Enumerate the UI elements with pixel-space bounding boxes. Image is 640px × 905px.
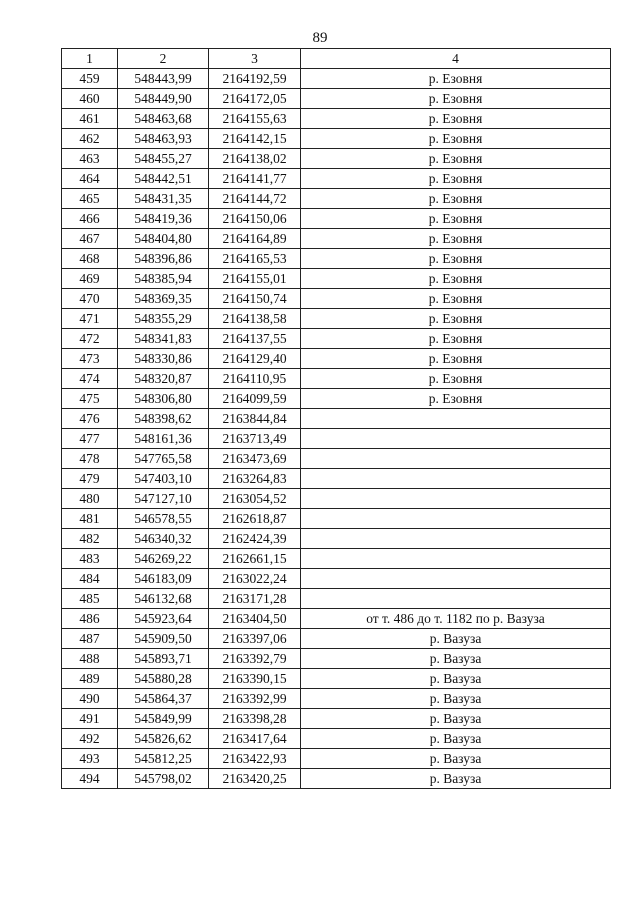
y-coordinate-cell: 2163264,83 (209, 469, 301, 489)
table-row (62, 269, 611, 289)
point-number-cell: 467 (62, 229, 118, 249)
table-row (62, 689, 611, 709)
point-number-cell: 477 (62, 429, 118, 449)
table-row (62, 649, 611, 669)
description-cell (301, 489, 611, 509)
y-coordinate-cell: 2164172,05 (209, 89, 301, 109)
point-number-cell: 473 (62, 349, 118, 369)
x-coordinate-cell: 546340,32 (118, 529, 209, 549)
x-coordinate-cell: 548443,99 (118, 69, 209, 89)
y-coordinate-cell: 2163392,99 (209, 689, 301, 709)
point-number-cell: 466 (62, 209, 118, 229)
description-cell: р. Вазуза (301, 769, 611, 789)
table-row (62, 149, 611, 169)
point-number-cell: 463 (62, 149, 118, 169)
y-coordinate-cell: 2163473,69 (209, 449, 301, 469)
y-coordinate-cell: 2163171,28 (209, 589, 301, 609)
x-coordinate-cell: 548355,29 (118, 309, 209, 329)
description-cell: р. Езовня (301, 249, 611, 269)
description-cell: р. Езовня (301, 329, 611, 349)
table-row (62, 729, 611, 749)
y-coordinate-cell: 2163054,52 (209, 489, 301, 509)
point-number-cell: 468 (62, 249, 118, 269)
x-coordinate-cell: 545909,50 (118, 629, 209, 649)
x-coordinate-cell: 548404,80 (118, 229, 209, 249)
table-row (62, 669, 611, 689)
point-number-cell: 491 (62, 709, 118, 729)
y-coordinate-cell: 2163713,49 (209, 429, 301, 449)
description-cell: р. Езовня (301, 149, 611, 169)
table-row (62, 609, 611, 629)
table-row (62, 589, 611, 609)
y-coordinate-cell: 2163417,64 (209, 729, 301, 749)
x-coordinate-cell: 548369,35 (118, 289, 209, 309)
point-number-cell: 494 (62, 769, 118, 789)
point-number-cell: 492 (62, 729, 118, 749)
x-coordinate-cell: 548463,93 (118, 129, 209, 149)
column-header-3: 3 (209, 49, 301, 69)
description-cell (301, 429, 611, 449)
point-number-cell: 478 (62, 449, 118, 469)
table-row (62, 369, 611, 389)
x-coordinate-cell: 548431,35 (118, 189, 209, 209)
point-number-cell: 486 (62, 609, 118, 629)
table-row (62, 69, 611, 89)
x-coordinate-cell: 545864,37 (118, 689, 209, 709)
point-number-cell: 475 (62, 389, 118, 409)
y-coordinate-cell: 2164138,58 (209, 309, 301, 329)
point-number-cell: 489 (62, 669, 118, 689)
point-number-cell: 461 (62, 109, 118, 129)
description-cell: р. Езовня (301, 129, 611, 149)
point-number-cell: 460 (62, 89, 118, 109)
y-coordinate-cell: 2164099,59 (209, 389, 301, 409)
table-row (62, 329, 611, 349)
description-cell (301, 529, 611, 549)
x-coordinate-cell: 545849,99 (118, 709, 209, 729)
x-coordinate-cell: 548306,80 (118, 389, 209, 409)
x-coordinate-cell: 545812,25 (118, 749, 209, 769)
description-cell: р. Вазуза (301, 629, 611, 649)
description-cell (301, 469, 611, 489)
description-cell: р. Езовня (301, 69, 611, 89)
table-row (62, 229, 611, 249)
x-coordinate-cell: 547403,10 (118, 469, 209, 489)
y-coordinate-cell: 2163398,28 (209, 709, 301, 729)
description-cell: р. Езовня (301, 209, 611, 229)
point-number-cell: 485 (62, 589, 118, 609)
table-row (62, 449, 611, 469)
table-row (62, 489, 611, 509)
x-coordinate-cell: 546183,09 (118, 569, 209, 589)
description-cell: р. Езовня (301, 189, 611, 209)
description-cell: р. Вазуза (301, 689, 611, 709)
x-coordinate-cell: 545826,62 (118, 729, 209, 749)
description-cell (301, 549, 611, 569)
y-coordinate-cell: 2164164,89 (209, 229, 301, 249)
x-coordinate-cell: 548161,36 (118, 429, 209, 449)
description-cell: р. Вазуза (301, 649, 611, 669)
description-cell (301, 589, 611, 609)
point-number-cell: 488 (62, 649, 118, 669)
y-coordinate-cell: 2163844,84 (209, 409, 301, 429)
point-number-cell: 476 (62, 409, 118, 429)
description-cell: р. Езовня (301, 389, 611, 409)
x-coordinate-cell: 546132,68 (118, 589, 209, 609)
table-header-row (62, 49, 611, 69)
point-number-cell: 483 (62, 549, 118, 569)
table-row (62, 349, 611, 369)
table-row (62, 129, 611, 149)
point-number-cell: 487 (62, 629, 118, 649)
y-coordinate-cell: 2163422,93 (209, 749, 301, 769)
table-row (62, 169, 611, 189)
table-row (62, 189, 611, 209)
y-coordinate-cell: 2163404,50 (209, 609, 301, 629)
description-cell: р. Вазуза (301, 749, 611, 769)
y-coordinate-cell: 2163397,06 (209, 629, 301, 649)
point-number-cell: 480 (62, 489, 118, 509)
x-coordinate-cell: 548442,51 (118, 169, 209, 189)
y-coordinate-cell: 2164137,55 (209, 329, 301, 349)
column-header-2: 2 (118, 49, 209, 69)
point-number-cell: 474 (62, 369, 118, 389)
y-coordinate-cell: 2164129,40 (209, 349, 301, 369)
table-body (62, 69, 611, 789)
point-number-cell: 479 (62, 469, 118, 489)
description-cell (301, 449, 611, 469)
point-number-cell: 493 (62, 749, 118, 769)
x-coordinate-cell: 545923,64 (118, 609, 209, 629)
table-row (62, 389, 611, 409)
point-number-cell: 464 (62, 169, 118, 189)
y-coordinate-cell: 2163392,79 (209, 649, 301, 669)
description-cell: р. Езовня (301, 369, 611, 389)
y-coordinate-cell: 2164141,77 (209, 169, 301, 189)
description-cell: р. Езовня (301, 89, 611, 109)
x-coordinate-cell: 546578,55 (118, 509, 209, 529)
table-row (62, 209, 611, 229)
y-coordinate-cell: 2164110,95 (209, 369, 301, 389)
description-cell: р. Вазуза (301, 669, 611, 689)
description-cell: р. Езовня (301, 169, 611, 189)
y-coordinate-cell: 2163420,25 (209, 769, 301, 789)
y-coordinate-cell: 2164155,01 (209, 269, 301, 289)
table-row (62, 289, 611, 309)
x-coordinate-cell: 545798,02 (118, 769, 209, 789)
description-cell: р. Езовня (301, 229, 611, 249)
description-cell: р. Вазуза (301, 729, 611, 749)
point-number-cell: 465 (62, 189, 118, 209)
y-coordinate-cell: 2164150,74 (209, 289, 301, 309)
y-coordinate-cell: 2164144,72 (209, 189, 301, 209)
table-row (62, 409, 611, 429)
table-row (62, 749, 611, 769)
table-row (62, 469, 611, 489)
table-row (62, 569, 611, 589)
point-number-cell: 470 (62, 289, 118, 309)
x-coordinate-cell: 545880,28 (118, 669, 209, 689)
x-coordinate-cell: 548455,27 (118, 149, 209, 169)
x-coordinate-cell: 548463,68 (118, 109, 209, 129)
x-coordinate-cell: 545893,71 (118, 649, 209, 669)
table-row (62, 709, 611, 729)
description-cell: р. Езовня (301, 349, 611, 369)
point-number-cell: 482 (62, 529, 118, 549)
y-coordinate-cell: 2164142,15 (209, 129, 301, 149)
description-cell (301, 569, 611, 589)
table-row (62, 769, 611, 789)
y-coordinate-cell: 2163022,24 (209, 569, 301, 589)
x-coordinate-cell: 548396,86 (118, 249, 209, 269)
y-coordinate-cell: 2162618,87 (209, 509, 301, 529)
point-number-cell: 481 (62, 509, 118, 529)
x-coordinate-cell: 548341,83 (118, 329, 209, 349)
column-header-1: 1 (62, 49, 118, 69)
point-number-cell: 469 (62, 269, 118, 289)
point-number-cell: 472 (62, 329, 118, 349)
table-row (62, 249, 611, 269)
y-coordinate-cell: 2162424,39 (209, 529, 301, 549)
table-row (62, 309, 611, 329)
description-cell (301, 409, 611, 429)
x-coordinate-cell: 548385,94 (118, 269, 209, 289)
point-number-cell: 484 (62, 569, 118, 589)
y-coordinate-cell: 2162661,15 (209, 549, 301, 569)
description-cell: р. Езовня (301, 289, 611, 309)
y-coordinate-cell: 2164192,59 (209, 69, 301, 89)
x-coordinate-cell: 547765,58 (118, 449, 209, 469)
column-header-4: 4 (301, 49, 611, 69)
table-row (62, 89, 611, 109)
description-cell: р. Езовня (301, 309, 611, 329)
description-cell: р. Вазуза (301, 709, 611, 729)
x-coordinate-cell: 548398,62 (118, 409, 209, 429)
description-cell (301, 509, 611, 529)
description-cell: р. Езовня (301, 269, 611, 289)
x-coordinate-cell: 548449,90 (118, 89, 209, 109)
point-number-cell: 490 (62, 689, 118, 709)
table-row (62, 549, 611, 569)
y-coordinate-cell: 2164138,02 (209, 149, 301, 169)
x-coordinate-cell: 548419,36 (118, 209, 209, 229)
x-coordinate-cell: 548330,86 (118, 349, 209, 369)
coordinates-table (61, 48, 611, 789)
table-row (62, 529, 611, 549)
y-coordinate-cell: 2164165,53 (209, 249, 301, 269)
table-row (62, 509, 611, 529)
point-number-cell: 471 (62, 309, 118, 329)
description-cell: от т. 486 до т. 1182 по р. Вазуза (301, 609, 611, 629)
table-row (62, 109, 611, 129)
point-number-cell: 459 (62, 69, 118, 89)
table-row (62, 629, 611, 649)
y-coordinate-cell: 2163390,15 (209, 669, 301, 689)
point-number-cell: 462 (62, 129, 118, 149)
page-number: 89 (312, 30, 328, 46)
x-coordinate-cell: 548320,87 (118, 369, 209, 389)
x-coordinate-cell: 547127,10 (118, 489, 209, 509)
description-cell: р. Езовня (301, 109, 611, 129)
y-coordinate-cell: 2164155,63 (209, 109, 301, 129)
y-coordinate-cell: 2164150,06 (209, 209, 301, 229)
table-row (62, 429, 611, 449)
x-coordinate-cell: 546269,22 (118, 549, 209, 569)
